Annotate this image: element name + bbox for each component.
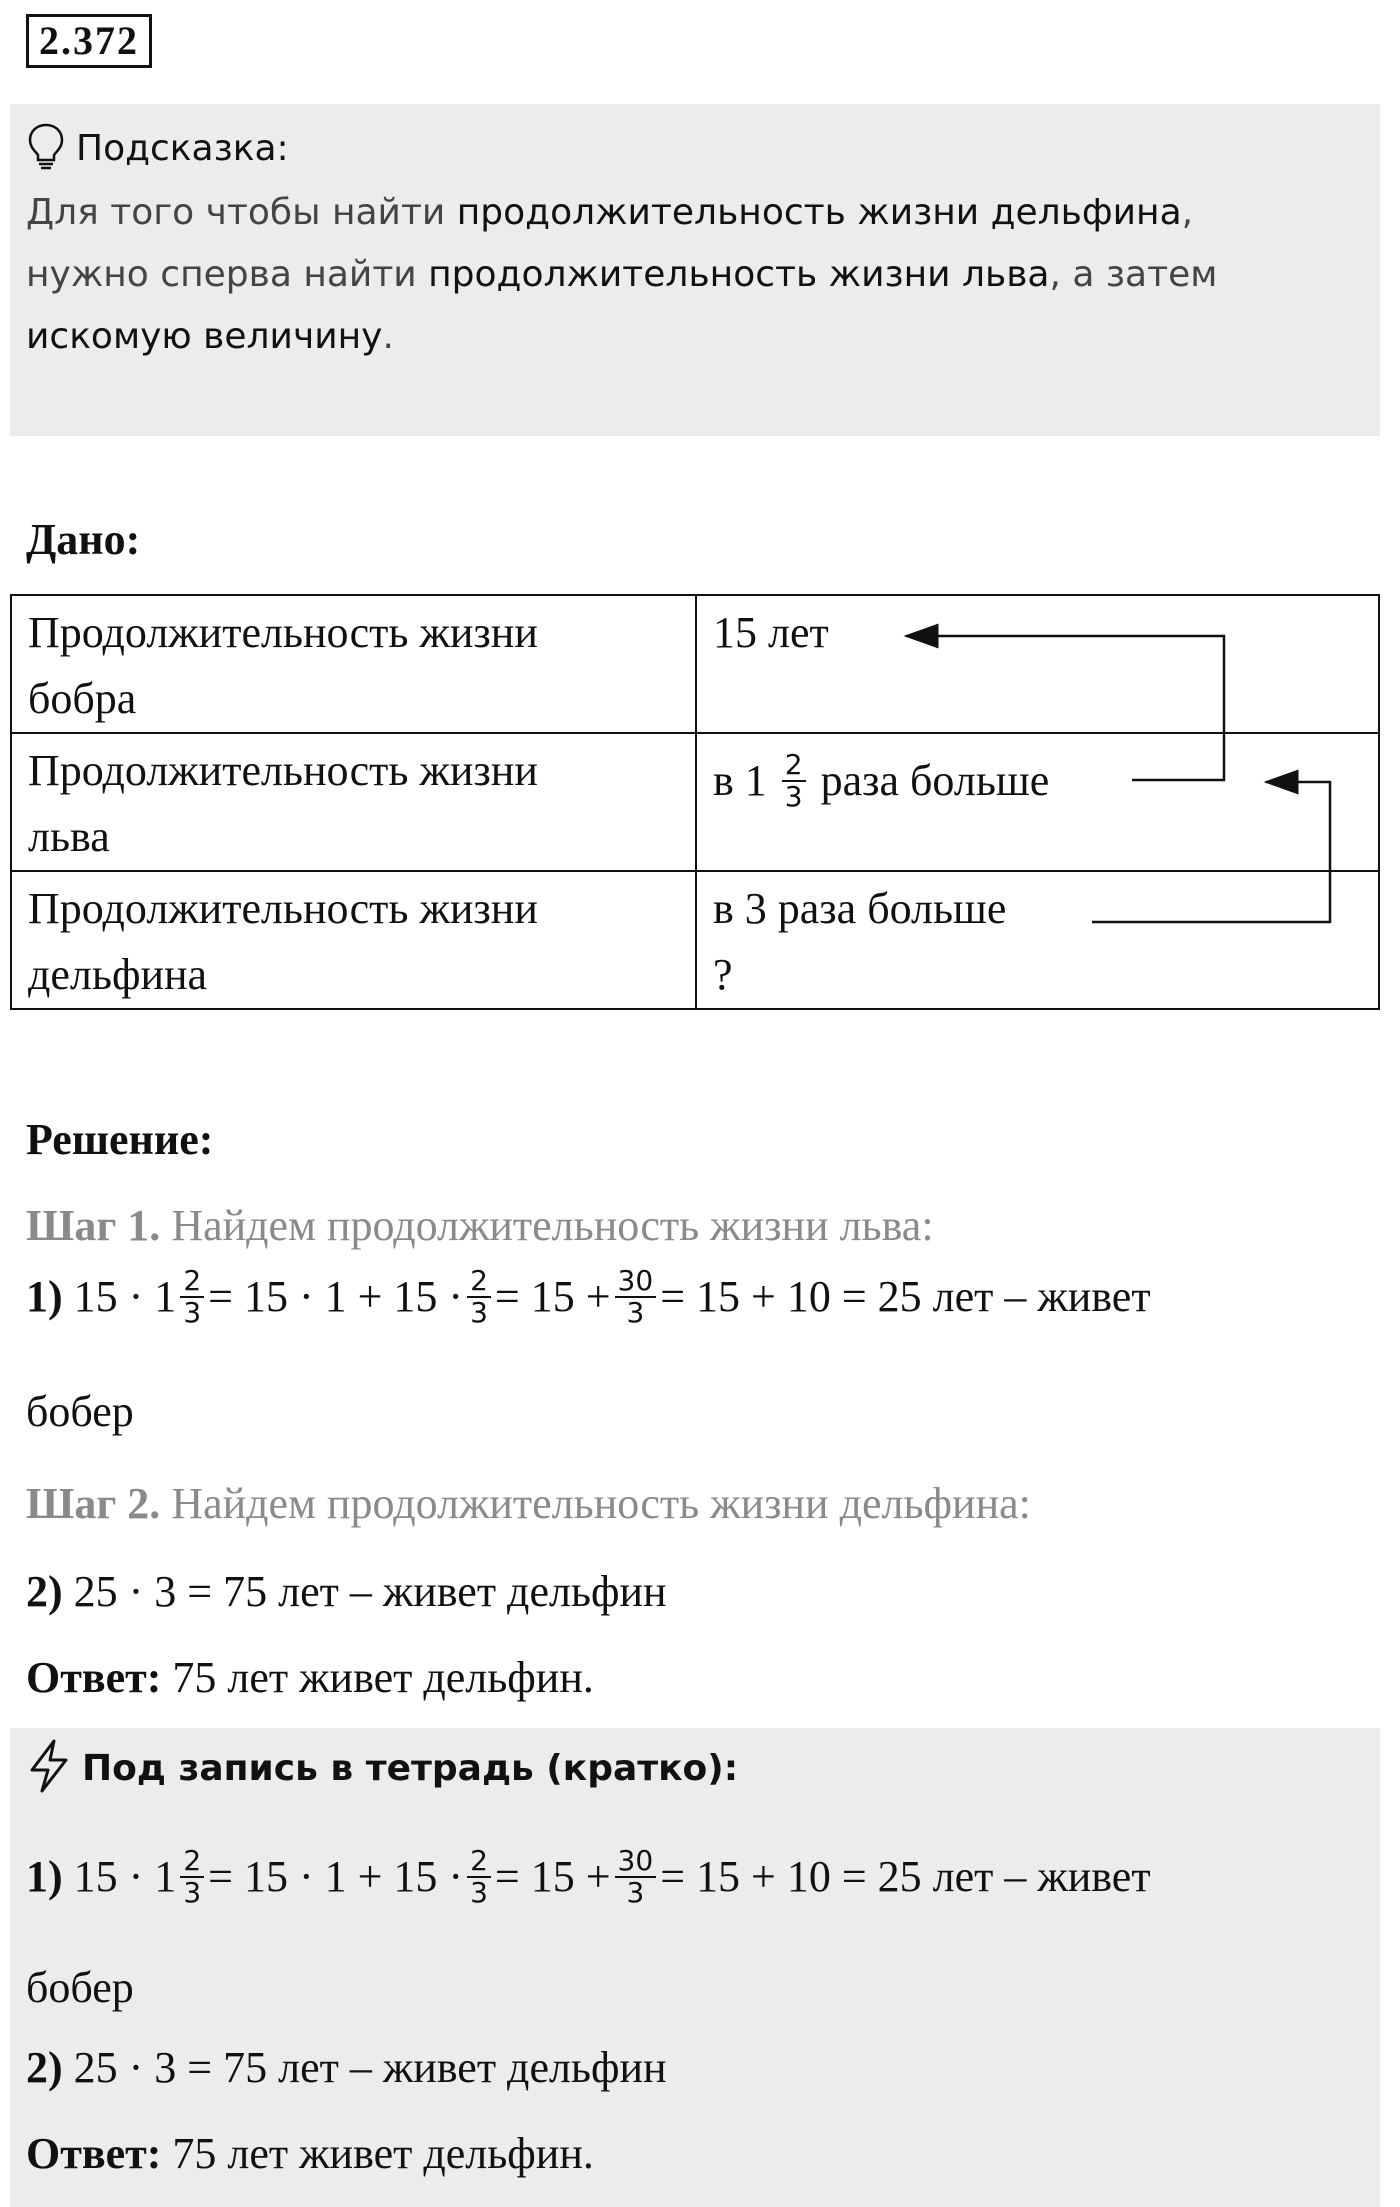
notebook-equation-2: 2) 25 · 3 = 75 лет – живет дельфин [26, 2043, 667, 2092]
hint-title-row [26, 120, 1364, 176]
equation-1: 1) 15 · 1 $\frac{2}{3}$ = 15 · 1 + 15 · $\frac{2}{3}$ = 15 + $\frac{30}{3}$ = 15 + 10 = 25 лет – живет [26, 1264, 1151, 1329]
table-row [11, 871, 1379, 1009]
fraction: $\frac{2}{3}$ [180, 1266, 204, 1328]
table-cell: Продолжительность жизни льва [11, 733, 696, 871]
hint-text-part: Для того чтобы найти [26, 192, 457, 233]
hint-text-part: , [1181, 192, 1194, 233]
table-cell: в 1 $\frac{2}{3}$ раза больше [696, 733, 1379, 871]
lightbulb-icon [26, 122, 66, 175]
solution-label: Решение: [26, 1115, 214, 1164]
notebook-equation-1: 1) 15 · 1 $\frac{2}{3}$ = 15 · 1 + 15 · $\frac{2}{3}$ = 15 + $\frac{30}{3}$ = 15 + 10 = 25 лет – живет [26, 1844, 1151, 1909]
hint-text-part: . [382, 316, 394, 357]
table-row [11, 595, 1379, 733]
notebook-answer-line: Ответ: 75 лет живет дельфин. [26, 2129, 594, 2178]
hint-emphasis: продолжительность жизни дельфина [456, 192, 1182, 233]
hint-text-part: , а затем [1049, 254, 1218, 295]
equation-1-continued: бобер [26, 1387, 134, 1436]
table-row [11, 733, 1379, 871]
table-cell: Продолжительность жизни дельфина [11, 871, 696, 1009]
notebook-title: Под запись в тетрадь (кратко): [82, 1747, 739, 1789]
table-cell: в 3 раза больше ? [696, 871, 1379, 1009]
hint-text [26, 182, 1364, 368]
problem-number: 2.372 [26, 14, 152, 68]
notebook-equation-1-continued: бобер [26, 1963, 134, 2012]
hint-text-part: нужно сперва найти [26, 254, 429, 295]
notebook-title-row [26, 1740, 738, 1796]
hint-box [10, 104, 1380, 436]
fraction: $\frac{2}{3}$ [467, 1846, 491, 1908]
fraction: $\frac{2}{3}$ [180, 1846, 204, 1908]
lightning-icon [26, 1738, 72, 1799]
fraction: $\frac{30}{3}$ [615, 1266, 657, 1328]
hint-title: Подсказка: [76, 127, 289, 169]
fraction: $\frac{2}{3}$ [467, 1266, 491, 1328]
hint-emphasis: продолжительность жизни льва [428, 254, 1050, 295]
step2-line: Шаг 2. Найдем продолжительность жизни дельфина: [26, 1479, 1031, 1528]
fraction: $\frac{2}{3}$ [782, 750, 806, 812]
table-cell: Продолжительность жизни бобра [11, 595, 696, 733]
step1-line: Шаг 1. Найдем продолжительность жизни льва: [26, 1201, 934, 1250]
fraction: $\frac{30}{3}$ [615, 1846, 657, 1908]
hint-emphasis: искомую величину [26, 316, 383, 357]
given-label: Дано: [26, 515, 141, 564]
equation-2: 2) 25 · 3 = 75 лет – живет дельфин [26, 1567, 667, 1616]
given-table [10, 594, 1380, 1010]
answer-line: Ответ: 75 лет живет дельфин. [26, 1653, 594, 1702]
table-cell: 15 лет [696, 595, 1379, 733]
